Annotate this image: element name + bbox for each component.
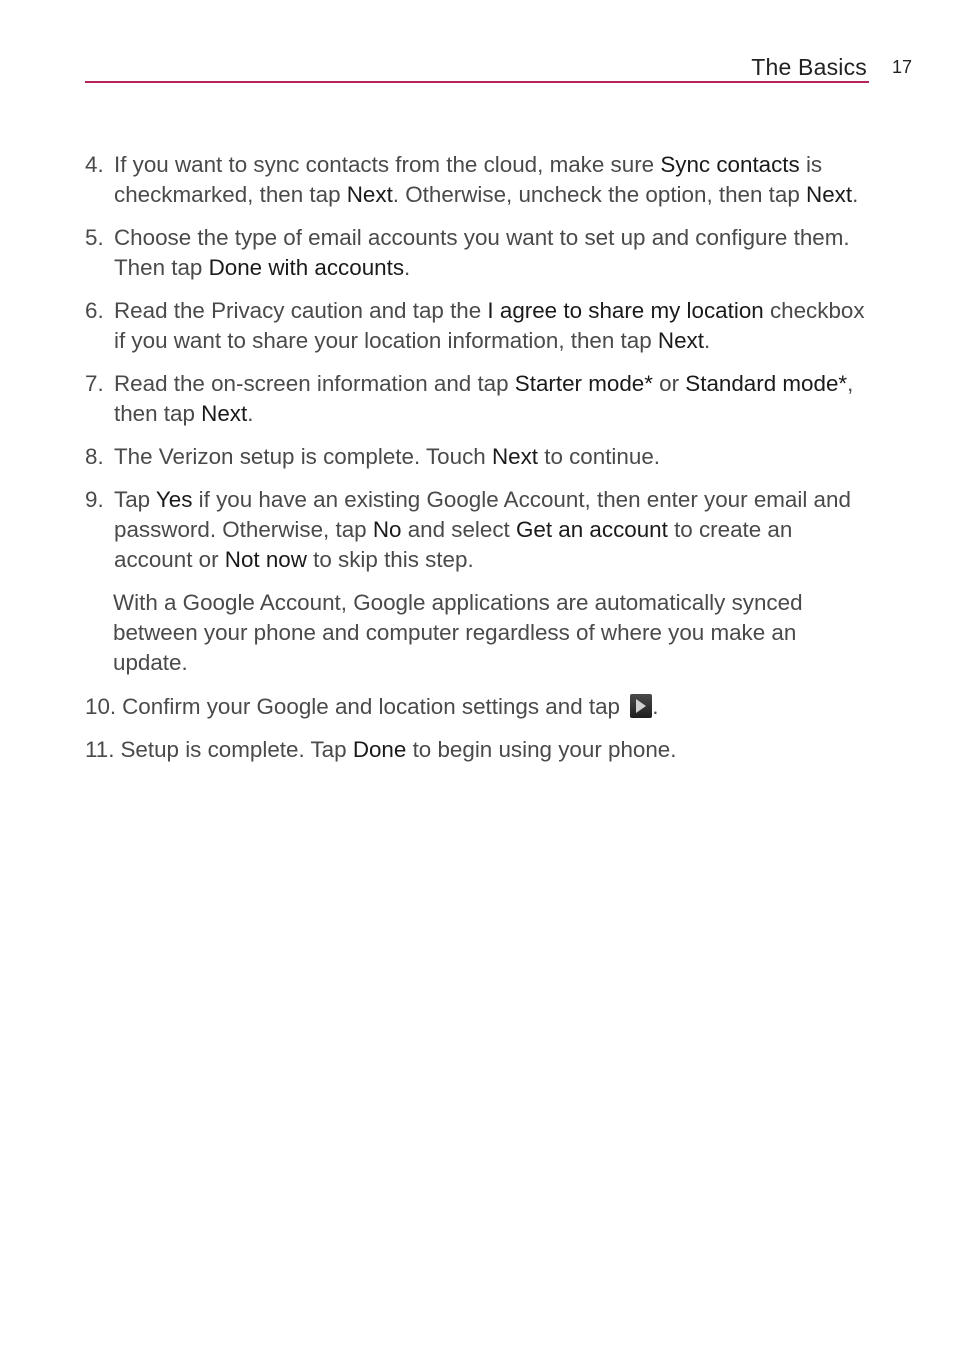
step-number: 6.	[85, 298, 104, 323]
step-number: 11.	[85, 737, 115, 762]
section-title: The Basics	[751, 54, 867, 80]
text-run: .	[703, 328, 711, 353]
step-text	[122, 692, 875, 722]
google-account-note: With a Google Account, Google applications are automatically synced between your phone and computer regardless of where you make an update.	[113, 590, 803, 675]
step-10	[85, 692, 875, 722]
step-11	[85, 735, 875, 765]
text-run: . Otherwise, uncheck the option, then tap	[392, 182, 807, 207]
text-run: Confirm your Google and location settings and tap	[122, 694, 627, 719]
text-run: checkbox if you want to share your location information, then tap	[114, 298, 865, 353]
next-arrow-icon	[630, 694, 652, 718]
step-4	[85, 150, 875, 210]
step-5	[85, 223, 875, 283]
step-text	[114, 150, 875, 210]
step-text	[114, 296, 875, 356]
ui-term-next: Next	[657, 328, 704, 353]
text-run: or	[652, 371, 686, 396]
text-run: to skip this step.	[306, 547, 474, 572]
ui-term-yes: Yes	[155, 487, 193, 512]
step-number: 8.	[85, 444, 104, 469]
text-run: and select	[401, 517, 516, 542]
step-text	[114, 369, 875, 429]
text-run: to begin using your phone.	[406, 737, 677, 762]
step-8	[85, 442, 875, 472]
step-number: 5.	[85, 225, 104, 250]
ui-term-sync-contacts: Sync contacts	[660, 152, 800, 177]
step-text	[114, 442, 875, 472]
text-run: If you want to sync contacts from the cloud, make sure	[114, 152, 661, 177]
ui-term-get-an-account: Get an account	[516, 517, 668, 542]
text-run: , then tap	[114, 371, 854, 426]
ui-term-done: Done	[352, 737, 407, 762]
step-9	[85, 485, 875, 575]
text-run: .	[652, 694, 659, 719]
text-run: to create an account or	[114, 517, 793, 572]
page-number: 17	[892, 57, 913, 77]
step-number: 9.	[85, 487, 104, 512]
ui-term-starter-mode: Starter mode*	[514, 371, 653, 396]
text-run: .	[852, 182, 859, 207]
page-header	[85, 50, 869, 83]
text-run: The Verizon setup is complete. Touch	[114, 444, 492, 469]
ui-term-done-with-accounts: Done with accounts	[208, 255, 405, 280]
text-run: to continue.	[538, 444, 660, 469]
ui-term-next: Next	[806, 182, 853, 207]
text-run: Tap	[114, 487, 156, 512]
ui-term-next: Next	[491, 444, 538, 469]
step-text	[120, 735, 875, 765]
text-run: Choose the type of email accounts you want to set up and configure them. Then tap	[114, 225, 850, 280]
ui-term-next: Next	[201, 401, 248, 426]
header-rule	[85, 81, 869, 83]
ui-term-not-now: Not now	[224, 547, 307, 572]
ui-term-no: No	[372, 517, 402, 542]
text-run: .	[404, 255, 411, 280]
ui-term-standard-mode: Standard mode*	[685, 371, 848, 396]
step-text	[114, 485, 875, 575]
step-6	[85, 296, 875, 356]
ui-term-agree-share-location: I agree to share my location	[487, 298, 764, 323]
instructions	[85, 150, 875, 778]
step-text	[114, 223, 875, 283]
text-run: .	[247, 401, 254, 426]
ui-term-next: Next	[346, 182, 393, 207]
text-run: Read the Privacy caution and tap the	[114, 298, 488, 323]
text-run: Setup is complete. Tap	[120, 737, 353, 762]
text-run: if you have an existing Google Account, then enter your email and password. Otherwise, tap	[114, 487, 851, 542]
text-run: Read the on-screen information and tap	[114, 371, 515, 396]
step-number: 7.	[85, 371, 104, 396]
step-7	[85, 369, 875, 429]
text-run: is checkmarked, then tap	[114, 152, 823, 207]
step-number: 4.	[85, 152, 104, 177]
step-number: 10.	[85, 694, 117, 719]
